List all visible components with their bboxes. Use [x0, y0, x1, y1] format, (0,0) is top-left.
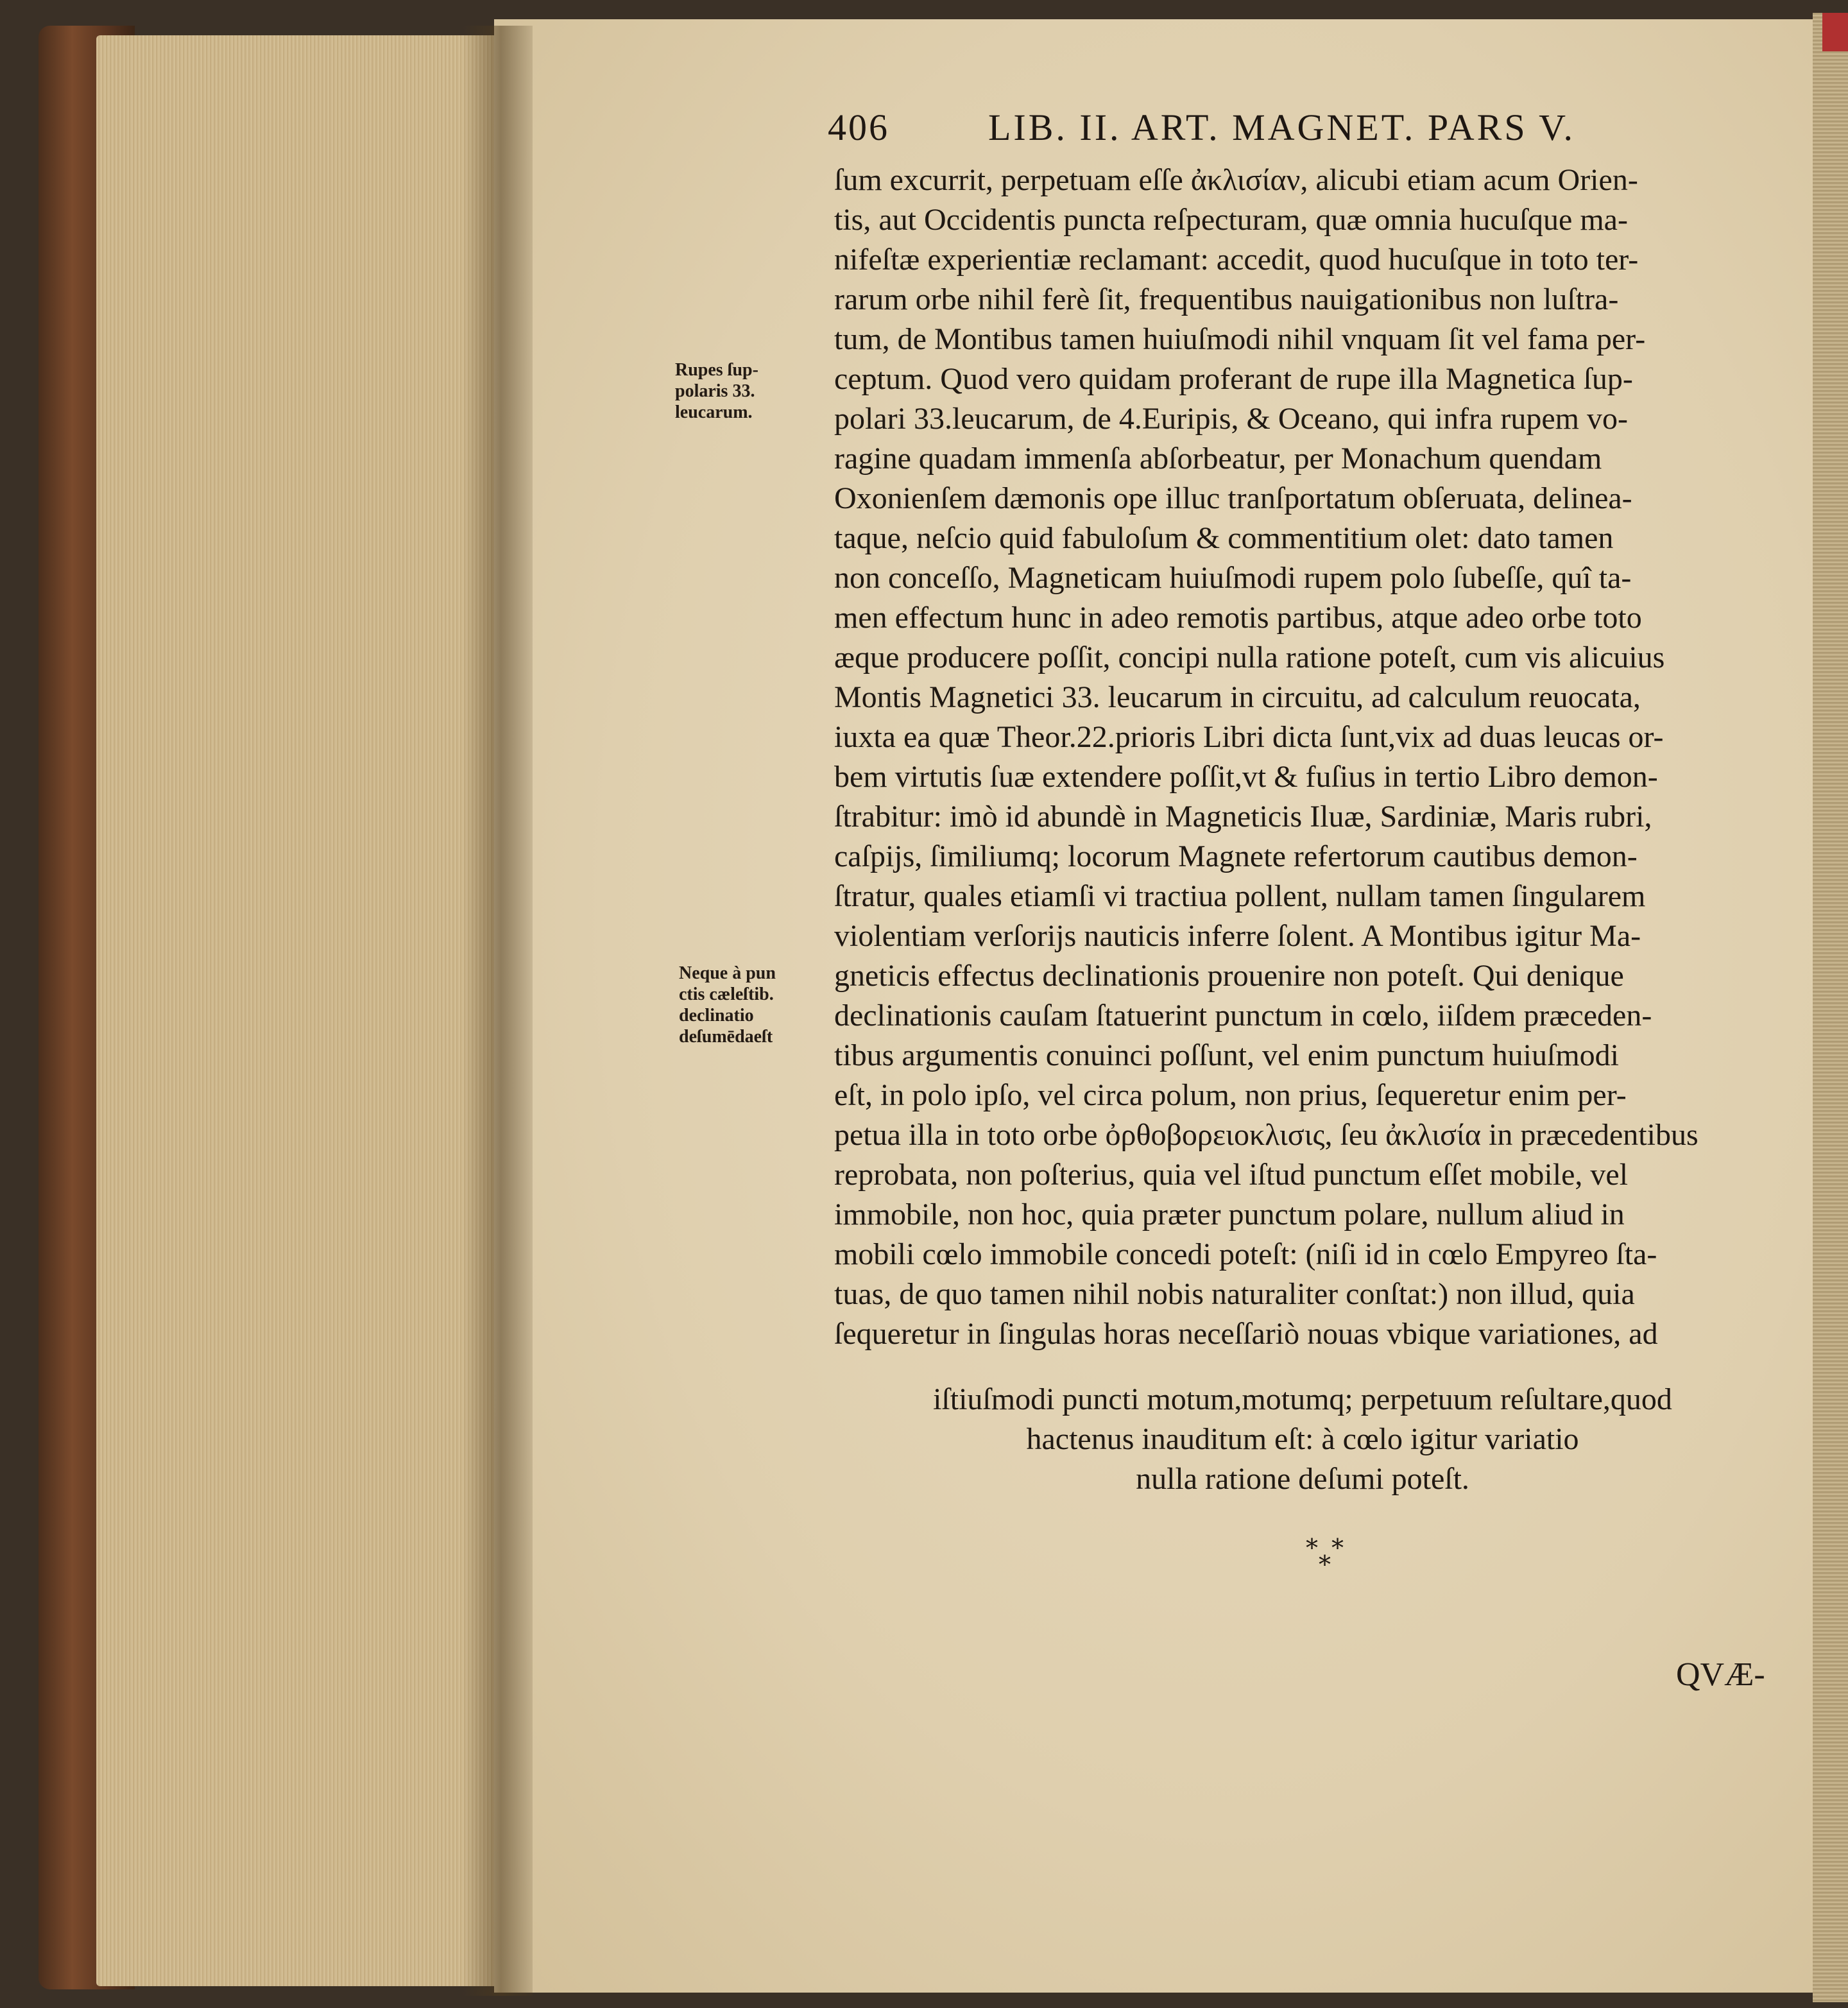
body-text [834, 160, 1784, 1354]
text-line: ſum excurrit, perpetuam eſſe ἀκλισίαν, alicubi etiam acum Orien- [834, 163, 1638, 197]
bookmark-ribbon [1822, 13, 1848, 51]
text-line: Montis Magnetici 33. leucarum in circuitu, ad calculum reuocata, [834, 680, 1641, 714]
gutter-shadow [462, 26, 533, 1996]
text-line: violentiam verſorijs nauticis inferre ſolent. A Montibus igitur Ma- [834, 919, 1641, 953]
asterism-ornament [1299, 1534, 1357, 1585]
text-line: gneticis effectus declinationis prouenire non poteſt. Qui denique [834, 959, 1624, 993]
marginal-line: Neque à pun [679, 963, 776, 983]
marginal-note-rupes [675, 359, 758, 423]
text-line: iuxta ea quæ Theor.22.prioris Libri dicta ſunt,vix ad duas leucas or- [834, 720, 1664, 754]
text-line: ſequeretur in ſingulas horas neceſſariò nouas vbique variationes, ad [834, 1317, 1658, 1351]
text-line: reprobata, non poſterius, quia vel iſtud punctum eſſet mobile, vel [834, 1158, 1629, 1192]
text-line: caſpijs, ſimiliumq; locorum Magnete refertorum cautibus demon- [834, 839, 1638, 873]
facing-page-edge [1813, 13, 1848, 2002]
asterisk: * [1331, 1534, 1344, 1562]
text-line: ragine quadam immenſa abſorbeatur, per Monachum quendam [834, 442, 1602, 476]
text-line: taque, neſcio quid fabuloſum & commentitium olet: dato tamen [834, 521, 1614, 555]
closing-text [853, 1380, 1752, 1499]
text-line: tis, aut Occidentis puncta reſpecturam, quæ omnia hucuſque ma- [834, 203, 1628, 237]
closing-line: nulla ratione deſumi poteſt. [1136, 1462, 1469, 1496]
text-line: tibus argumentis conuinci poſſunt, vel enim punctum huiuſmodi [834, 1038, 1619, 1072]
text-line: petua illa in toto orbe ὀρθοβορειοκλισις, ſeu ἀκλισία in præcedentibus [834, 1118, 1698, 1152]
text-line: declinationis cauſam ſtatuerint punctum in cœlo, iiſdem præceden- [834, 999, 1652, 1033]
running-header [828, 106, 1700, 157]
marginal-note-neque [679, 963, 776, 1047]
text-line: ſtrabitur: imò id abundè in Magneticis Iluæ, Sardiniæ, Maris rubri, [834, 800, 1652, 834]
text-line: immobile, non hoc, quia præter punctum polare, nullum aliud in [834, 1197, 1625, 1231]
text-line: men effectum hunc in adeo remotis partibus, atque adeo orbe toto [834, 601, 1642, 635]
text-line: tuas, de quo tamen nihil nobis naturaliter conſtat:) non illud, quia [834, 1277, 1635, 1311]
text-line: non conceſſo, Magneticam huiuſmodi rupem polo ſubeſſe, quî ta- [834, 561, 1632, 595]
closing-line: hactenus inauditum eſt: à cœlo igitur variatio [1026, 1422, 1579, 1456]
text-line: nifeſtæ experientiæ reclamant: accedit, quod hucuſque in toto ter- [834, 243, 1639, 277]
marginal-line: declinatio [679, 1006, 754, 1025]
marginal-line: Rupes ſup- [675, 360, 758, 380]
text-line: bem virtutis ſuæ extendere poſſit,vt & fuſius in tertio Libro demon- [834, 760, 1658, 794]
catchword: QVÆ- [1676, 1656, 1765, 1693]
text-line: ſtratur, quales etiamſi vi tractiua pollent, nullam tamen ſingularem [834, 879, 1646, 913]
text-line: tum, de Montibus tamen huiuſmodi nihil vnquam ſit vel fama per- [834, 322, 1646, 356]
page-edges-block [96, 35, 501, 1986]
running-title: LIB. II. ART. MAGNET. PARS V. [988, 107, 1575, 148]
marginal-line: ctis cæleſtib. [679, 984, 774, 1004]
text-line: mobili cœlo immobile concedi poteſt: (niſi id in cœlo Empyreo ſta- [834, 1237, 1657, 1271]
page-number: 406 [828, 107, 889, 148]
text-line: æque producere poſſit, concipi nulla ratione poteſt, cum vis alicuius [834, 640, 1665, 674]
text-line: rarum orbe nihil ferè ſit, frequentibus nauigationibus non luſtra- [834, 282, 1619, 316]
closing-line: iſtiuſmodi puncti motum,motumq; perpetuum reſultare,quod [933, 1382, 1672, 1416]
text-line: polari 33.leucarum, de 4.Euripis, & Oceano, qui infra rupem vo- [834, 402, 1628, 436]
marginal-line: leucarum. [675, 402, 753, 422]
asterisk: * [1319, 1550, 1331, 1579]
marginal-line: polaris 33. [675, 381, 755, 401]
marginal-line: deſumēdaeſt [679, 1027, 773, 1047]
asterisk: * [1306, 1534, 1318, 1562]
text-line: ceptum. Quod vero quidam proferant de rupe illa Magnetica ſup- [834, 362, 1633, 396]
text-line: Oxonienſem dæmonis ope illuc tranſportatum obſeruata, delinea- [834, 481, 1632, 515]
text-line: eſt, in polo ipſo, vel circa polum, non prius, ſequeretur enim per- [834, 1078, 1627, 1112]
